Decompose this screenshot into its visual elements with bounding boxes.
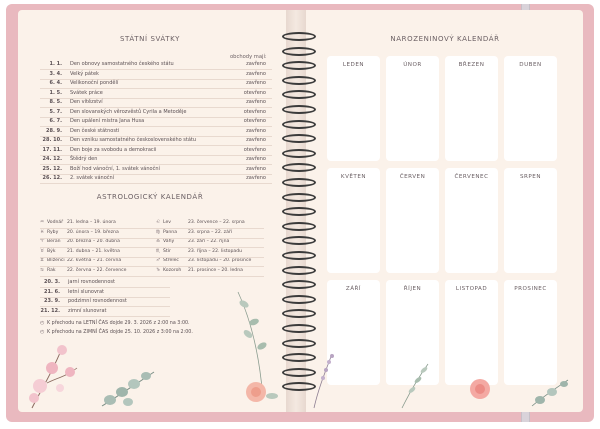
spiral-ring — [282, 266, 316, 275]
spiral-ring — [282, 120, 316, 129]
holiday-name: Velký pátek — [70, 70, 99, 77]
row-divider — [40, 238, 264, 239]
holiday-date: 5. 7. — [49, 108, 62, 115]
zodiac-name: Kozoroh — [163, 268, 182, 273]
spiral-ring — [282, 47, 316, 56]
holiday-shop-status: zavřeno — [246, 175, 266, 181]
season-name: podzimní rovnodennost — [68, 298, 127, 304]
spiral-ring — [282, 134, 316, 143]
zodiac-sign-icon: ♍ — [156, 229, 161, 235]
zodiac-date-range: 23. července – 22. srpna — [188, 220, 245, 225]
spiral-ring — [282, 105, 316, 114]
holiday-name: Den boje za svobodu a demokracii — [70, 146, 157, 153]
holiday-name: Den české státnosti — [70, 127, 120, 134]
leaf-sprig-illustration — [528, 376, 572, 410]
zodiac-sign-icon: ♓ — [40, 229, 45, 235]
spiral-ring — [282, 309, 316, 318]
holidays-status-header: obchody mají: — [230, 54, 267, 60]
rose-illustration — [466, 376, 496, 402]
zodiac-sign-icon: ♈ — [40, 239, 45, 245]
month-label: ČERVENEC — [454, 174, 489, 180]
zodiac-name: Rak — [47, 268, 56, 273]
holiday-shop-status: zavřeno — [246, 165, 266, 172]
holiday-name: Den vzniku samostatného československého státu — [70, 137, 197, 143]
zodiac-date-range: 22. června – 22. července — [67, 268, 127, 273]
spiral-ring — [282, 324, 316, 333]
month-box — [386, 56, 439, 161]
holiday-date: 3. 4. — [49, 70, 62, 77]
spiral-ring — [282, 339, 316, 348]
spiral-ring — [282, 149, 316, 158]
holiday-row — [40, 166, 272, 175]
month-box — [504, 56, 557, 161]
holidays-title: STÁTNÍ SVÁTKY — [120, 35, 180, 43]
holiday-shop-status: zavřeno — [246, 137, 266, 143]
zodiac-name: Střelec — [163, 258, 179, 264]
month-box — [445, 168, 498, 273]
leafy-branch-illustration — [232, 288, 282, 410]
note-text: K přechodu na ZIMNÍ ČAS dojde 25. 10. 2026 z 3:00 na 2:00. — [47, 330, 193, 335]
season-date: 21. 12. — [40, 307, 60, 314]
zodiac-date-range: 23. října – 22. listopadu — [188, 248, 243, 254]
clock-icon: ◴ — [40, 321, 45, 326]
lavender-illustration — [308, 350, 344, 410]
birthday-calendar-title: NAROZENINOVÝ KALENDÁŘ — [390, 35, 500, 43]
spiral-binding — [282, 32, 316, 402]
holiday-date: 1. 1. — [49, 61, 62, 67]
month-label: ŘÍJEN — [403, 286, 422, 292]
month-label: ZÁŘÍ — [345, 286, 362, 292]
month-label: ÚNOR — [403, 62, 422, 68]
eucalyptus-illustration — [98, 366, 158, 412]
zodiac-sign-icon: ♉ — [40, 248, 45, 254]
zodiac-date-range: 22. května – 21. června — [67, 258, 122, 264]
zodiac-name: Panna — [163, 229, 178, 235]
cherry-blossom-illustration — [22, 338, 82, 410]
clock-icon: ◴ — [40, 330, 45, 335]
month-label: BŘEZEN — [458, 62, 485, 68]
holiday-shop-status: zavřeno — [246, 80, 266, 86]
spiral-ring — [282, 222, 316, 231]
month-box — [504, 280, 557, 385]
spiral-ring — [282, 32, 316, 41]
zodiac-name: Beran — [47, 239, 61, 245]
holiday-name: Den obnovy samostatného českého státu — [70, 61, 174, 67]
zodiac-date-range: 23. září – 22. října — [188, 239, 230, 245]
holiday-shop-status: otevřeno — [243, 108, 266, 115]
holiday-date: 25. 12. — [42, 165, 62, 172]
holiday-name: Den slovanských věrozvěstů Cyrila a Metoděje — [70, 108, 187, 115]
zodiac-sign-icon: ♋ — [40, 268, 45, 273]
season-date: 23. 9. — [44, 298, 60, 304]
holiday-name: Velikonoční pondělí — [70, 80, 119, 86]
month-box — [386, 168, 439, 273]
holiday-date: 17. 11. — [42, 146, 62, 153]
holiday-date: 1. 5. — [49, 89, 62, 96]
zodiac-date-range: 20. února – 19. března — [67, 229, 119, 235]
month-box — [445, 56, 498, 161]
spiral-ring — [282, 295, 316, 304]
spiral-ring — [282, 178, 316, 187]
holiday-name: Den upálení mistra Jana Husa — [70, 118, 145, 124]
time-change-note — [40, 330, 193, 335]
holiday-row — [40, 156, 272, 165]
month-label: LISTOPAD — [455, 286, 488, 292]
zodiac-date-range: 23. srpna – 22. září — [188, 229, 233, 235]
row-divider — [40, 266, 264, 267]
season-row — [40, 279, 170, 288]
holiday-date: 24. 12. — [42, 156, 62, 162]
holiday-name: Den vítězství — [70, 99, 103, 105]
season-name: letní slunovrat — [68, 288, 105, 295]
season-row — [40, 308, 170, 317]
spiral-ring — [282, 207, 316, 216]
holiday-row — [40, 128, 272, 137]
row-divider — [40, 257, 264, 258]
zodiac-name: Vodnář — [47, 220, 64, 225]
holiday-shop-status: otevřeno — [243, 89, 266, 96]
fern-illustration — [394, 360, 434, 410]
month-box — [327, 168, 380, 273]
holiday-row — [40, 99, 272, 108]
holiday-date: 8. 5. — [49, 99, 62, 105]
zodiac-sign-icon: ♑ — [156, 268, 161, 273]
spiral-ring — [282, 76, 316, 85]
month-box — [327, 56, 380, 161]
holiday-row — [40, 118, 272, 127]
month-label: PROSINEC — [514, 286, 547, 292]
spiral-ring — [282, 90, 316, 99]
holiday-name: Svátek práce — [70, 89, 103, 96]
month-label: SRPEN — [519, 174, 542, 180]
zodiac-sign-icon: ♌ — [156, 220, 161, 225]
holiday-row — [40, 175, 272, 184]
season-name: jarní rovnodennost — [68, 279, 115, 285]
season-row — [40, 298, 170, 307]
row-divider — [40, 228, 264, 229]
row-divider — [40, 276, 264, 277]
holiday-date: 26. 12. — [42, 175, 62, 181]
zodiac-name: Ryby — [47, 229, 59, 235]
zodiac-date-range: 23. listopadu – 20. prosince — [188, 258, 252, 264]
zodiac-sign-icon: ♎ — [156, 239, 161, 245]
season-date: 20. 3. — [44, 279, 60, 285]
zodiac-date-range: 20. března – 20. dubna — [67, 239, 120, 245]
zodiac-sign-icon: ♒ — [40, 220, 45, 225]
month-label: DUBEN — [519, 62, 542, 68]
spiral-ring — [282, 163, 316, 172]
note-text: K přechodu na LETNÍ ČAS dojde 29. 3. 2026 z 2:00 na 3:00. — [47, 321, 190, 326]
holiday-row — [40, 109, 272, 118]
holiday-name: Boží hod vánoční, 1. svátek vánoční — [70, 165, 160, 172]
month-label: ČERVEN — [399, 174, 426, 180]
holiday-row — [40, 71, 272, 80]
month-box — [445, 280, 498, 385]
zodiac-name: Váhy — [163, 239, 175, 245]
holiday-shop-status: zavřeno — [246, 99, 266, 105]
holiday-row — [40, 147, 272, 156]
holiday-shop-status: zavřeno — [246, 61, 266, 67]
holiday-date: 6. 7. — [49, 118, 62, 124]
holiday-shop-status: otevřeno — [243, 146, 266, 153]
holiday-date: 6. 4. — [49, 80, 62, 86]
month-label: KVĚTEN — [340, 174, 367, 180]
zodiac-sign-icon: ♐ — [156, 258, 161, 264]
zodiac-name: Býk — [47, 248, 56, 254]
time-change-note — [40, 321, 190, 326]
zodiac-name: Štír — [163, 248, 171, 254]
season-name: zimní slunovrat — [68, 307, 107, 314]
row-divider — [40, 247, 264, 248]
zodiac-date-range: 21. dubna – 21. května — [67, 248, 120, 254]
zodiac-name: Blíženci — [47, 258, 65, 264]
holiday-shop-status: zavřeno — [246, 127, 266, 134]
holiday-date: 28. 10. — [42, 137, 62, 143]
holiday-shop-status: zavřeno — [246, 70, 266, 77]
month-box — [504, 168, 557, 273]
astro-title: ASTROLOGICKÝ KALENDÁŘ — [96, 193, 204, 201]
holiday-shop-status: otevřeno — [243, 118, 266, 124]
spiral-ring — [282, 61, 316, 70]
month-label: LEDEN — [342, 62, 365, 68]
holiday-date: 28. 9. — [46, 127, 62, 134]
season-date: 21. 6. — [44, 288, 60, 295]
holiday-row — [40, 61, 272, 70]
holiday-row — [40, 80, 272, 89]
holiday-name: 2. svátek vánoční — [70, 175, 115, 181]
spiral-ring — [282, 193, 316, 202]
holiday-shop-status: zavřeno — [246, 156, 266, 162]
spiral-ring — [282, 236, 316, 245]
zodiac-sign-icon: ♏ — [156, 248, 161, 254]
zodiac-date-range: 21. prosince – 20. ledna — [188, 268, 243, 273]
spiral-ring — [282, 280, 316, 289]
zodiac-name: Lev — [163, 220, 172, 225]
holiday-row — [40, 90, 272, 99]
season-row — [40, 289, 170, 298]
zodiac-date-range: 21. ledna – 19. února — [67, 220, 116, 225]
holiday-name: Štědrý den — [70, 156, 98, 162]
holiday-row — [40, 137, 272, 146]
zodiac-sign-icon: ♊ — [40, 258, 45, 264]
spiral-ring — [282, 251, 316, 260]
